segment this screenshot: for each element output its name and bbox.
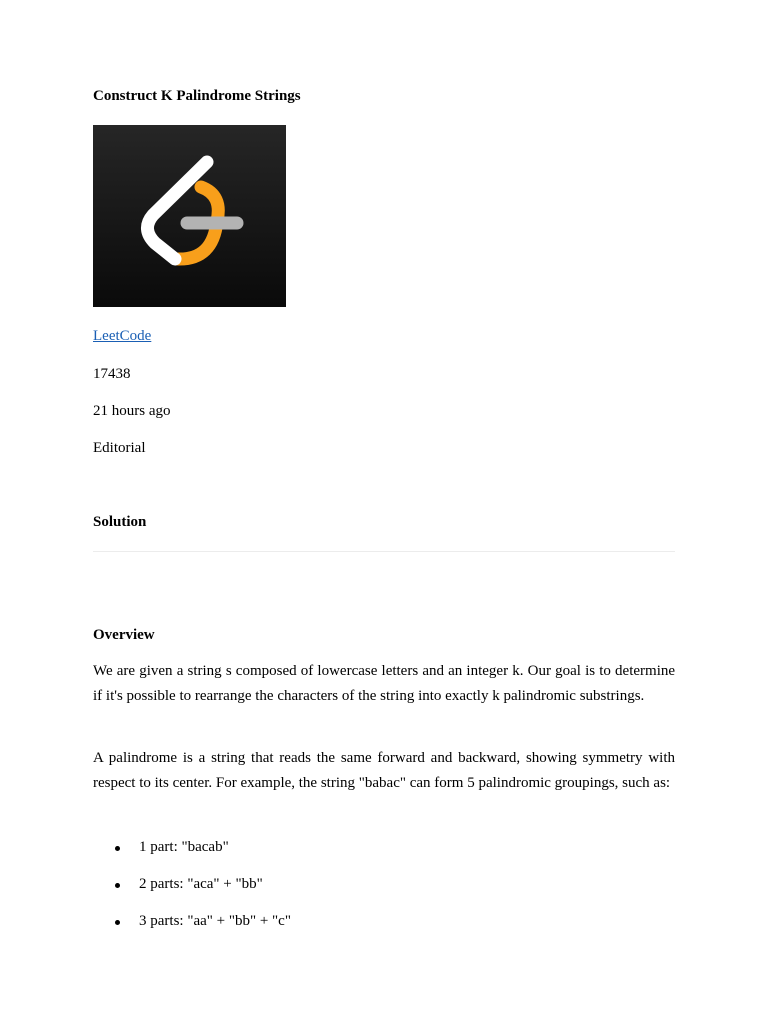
list-item-text: 2 parts: "aca" + "bb" xyxy=(139,876,263,892)
article-title: Construct K Palindrome Strings xyxy=(93,88,301,104)
post-time: 21 hours ago xyxy=(93,403,171,419)
list-item-text: 1 part: "bacab" xyxy=(139,839,229,855)
var-k: k xyxy=(512,663,520,679)
list-item-text: 3 parts: "aa" + "bb" + "c" xyxy=(139,913,291,929)
bullet-icon xyxy=(115,883,120,888)
var-s: s xyxy=(225,663,232,679)
view-count: 17438 xyxy=(93,366,131,382)
list-item xyxy=(93,875,675,912)
author-link[interactable]: LeetCode xyxy=(93,328,152,344)
section-divider xyxy=(93,551,675,552)
overview-paragraph-2: A palindrome is a string that reads the same forward and backward, showing symmetry with respect to its center. For example, the string "babac" can form 5 palindromic groupings, such as: xyxy=(93,750,675,791)
example-list xyxy=(93,838,675,949)
p1-text-3: . Our goal is to determine if it's possible to rearrange the characters of the string into exactly xyxy=(93,663,676,704)
bullet-icon xyxy=(115,920,120,925)
p1-text-1: We are given a string xyxy=(93,663,226,679)
leetcode-logo-icon xyxy=(93,125,286,307)
article-tag: Editorial xyxy=(93,440,146,456)
solution-heading: Solution xyxy=(93,514,147,530)
p1-text-4: palindromic substrings. xyxy=(499,688,645,704)
p1-text-2: composed of lowercase letters and an integer xyxy=(231,663,513,679)
list-item xyxy=(93,912,675,949)
var-k-2: k xyxy=(492,688,500,704)
overview-heading: Overview xyxy=(93,627,155,643)
list-item xyxy=(93,838,675,875)
bullet-icon xyxy=(115,846,120,851)
overview-paragraph-1 xyxy=(93,659,675,709)
